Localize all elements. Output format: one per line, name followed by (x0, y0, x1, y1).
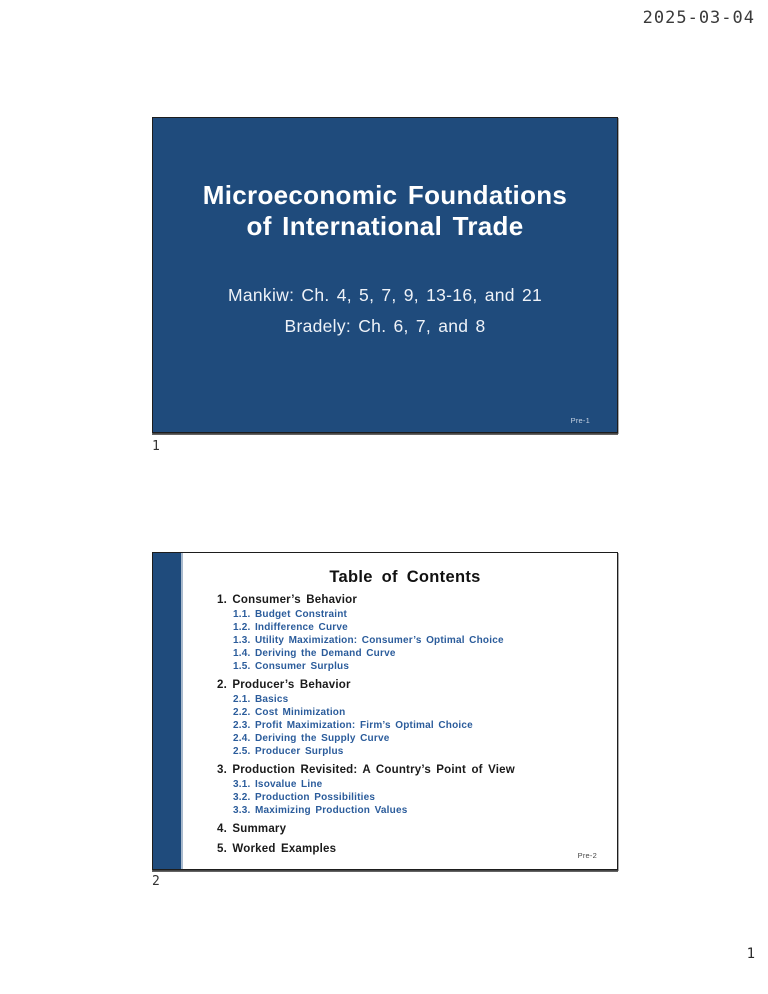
toc-subitem: 1.1. Budget Constraint (233, 609, 348, 620)
toc-subitem: 2.1. Basics (233, 694, 289, 705)
toc-subitem: 1.2. Indifference Curve (233, 622, 348, 633)
toc-section-label: 2. Producer’s Behavior (217, 679, 351, 691)
slide-1-title-line-1: Microeconomic Foundations (202, 180, 568, 210)
toc-list (217, 593, 607, 857)
toc-section (217, 763, 607, 817)
toc-subitem: 1.4. Deriving the Demand Curve (233, 648, 396, 659)
toc-section-label: 4. Summary (217, 823, 287, 835)
slide-1-title-slide (152, 117, 618, 433)
slide-1-subtitle-bradely: Bradely: Ch. 6, 7, and 8 (284, 316, 486, 336)
toc-subitem: 3.3. Maximizing Production Values (233, 805, 408, 816)
slide-2-content (185, 553, 617, 869)
toc-section-label: 3. Production Revisited: A Country’s Point of View (217, 764, 515, 776)
toc-subitem: 1.5. Consumer Surplus (233, 661, 350, 672)
toc-section (217, 593, 607, 673)
slide-2-sequence-number: 2 (152, 874, 160, 889)
toc-subitem: 3.2. Production Possibilities (233, 792, 376, 803)
toc-subitem: 2.4. Deriving the Supply Curve (233, 733, 390, 744)
toc-subitem: 1.3. Utility Maximization: Consumer’s Optimal Choice (233, 635, 504, 646)
slide-2-left-stripe (153, 553, 183, 869)
toc-section-label: 5. Worked Examples (217, 843, 337, 855)
slide-2-toc-slide (152, 552, 618, 870)
toc-section (217, 678, 607, 758)
slide-1-title-line-2: of International Trade (246, 211, 524, 241)
slide-1-subtitle-mankiw: Mankiw: Ch. 4, 5, 7, 9, 13-16, and 21 (227, 285, 543, 305)
toc-section-label: 1. Consumer’s Behavior (217, 594, 358, 606)
toc-subitem: 2.5. Producer Surplus (233, 746, 344, 757)
slide-2-footer-label: Pre-2 (577, 851, 597, 860)
toc-section (217, 822, 607, 837)
date-label: 2025-03-04 (642, 8, 755, 28)
toc-section (217, 842, 607, 857)
page-number: 1 (746, 946, 755, 962)
toc-subitem: 2.2. Cost Minimization (233, 707, 346, 718)
slide-1-footer-label: Pre-1 (570, 416, 590, 425)
toc-subitem: 3.1. Isovalue Line (233, 779, 323, 790)
toc-title: Table of Contents (329, 568, 481, 586)
slide-1-sequence-number: 1 (152, 439, 160, 454)
slide-1-title (153, 180, 617, 242)
toc-subitem: 2.3. Profit Maximization: Firm’s Optimal Choice (233, 720, 473, 731)
